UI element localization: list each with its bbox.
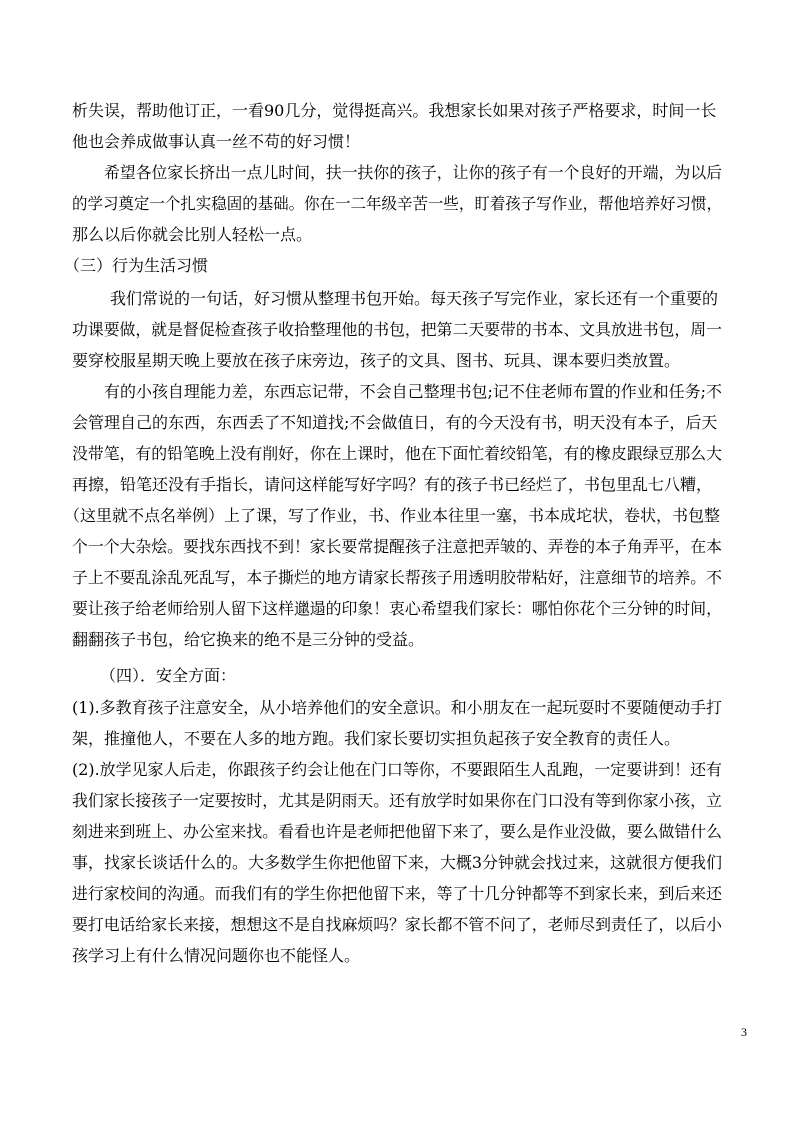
line-text: （三）行为生活习惯 (64, 256, 209, 275)
line-text: 希望各位家长挤出一点儿时间，扶一扶你的孩子，让你的孩子有一个良好的开端，为以后 (104, 163, 723, 182)
line-text: (2).放学见家人后走，你跟孩子约会让他在门口等你，不要跟陌生人乱跑，一定要讲到！还有 (72, 760, 723, 779)
text-line (0, 723, 794, 754)
line-text: 有的小孩自理能力差，东西忘记带，不会自己整理书包;记不住老师布置的作业和任务;不 (104, 382, 722, 401)
line-text: （四）．安全方面： (100, 666, 237, 685)
text-line (0, 469, 794, 500)
line-text: 刻进来到班上、办公室来找。看看也许是老师把他留下来了，要么是作业没做，要么做错什么 (72, 822, 722, 841)
text-line (0, 283, 794, 314)
text-line (0, 847, 794, 878)
line-text: 那么以后你就会比别人轻松一点。 (72, 225, 313, 244)
line-text: 个一个大杂烩。要找东西找不到！家长要常提醒孩子注意把弄皱的、弄卷的本子角弄平，在本 (72, 537, 722, 556)
line-text: 析失误，帮助他订正，一看90几分，觉得挺高兴。我想家长如果对孩子严格要求，时间一长 (72, 101, 717, 120)
text-line (0, 754, 794, 785)
page-number: 3 (741, 1025, 747, 1039)
text-line (0, 126, 794, 157)
text-line (0, 562, 794, 593)
section-heading (0, 250, 794, 281)
text-line (0, 438, 794, 469)
text-line (0, 314, 794, 345)
text-line (0, 624, 794, 655)
line-text: 再擦，铅笔还没有手指长，请问这样能写好字吗？有的孩子书已经烂了，书包里乱七八糟， (72, 475, 713, 494)
section-heading (0, 660, 794, 691)
line-text: 会管理自己的东西，东西丢了不知道找;不会做值日，有的今天没有书，明天没有本子，后天 (72, 413, 718, 432)
line-text: （这里就不点名举例）上了课，写了作业，书、作业本往里一塞，书本成坨状，卷状，书包整 (64, 506, 721, 525)
text-line (0, 219, 794, 250)
text-line (0, 157, 794, 188)
line-text: 我们家长接孩子一定要按时，尤其是阴雨天。还有放学时如果你在门口没有等到你家小孩，立 (72, 791, 722, 810)
text-line (0, 95, 794, 126)
line-text: 他也会养成做事认真一丝不苟的好习惯！ (72, 132, 361, 151)
line-text: 我们常说的一句话，好习惯从整理书包开始。每天孩子写完作业，家长还有一个重要的 (110, 289, 719, 308)
text-line (0, 531, 794, 562)
line-text: 子上不要乱涂乱死乱写，本子撕烂的地方请家长帮孩子用透明胶带粘好，注意细节的培养。不 (72, 568, 722, 587)
line-text: 的学习奠定一个扎实稳固的基础。你在一二年级辛苦一些，盯着孩子写作业，帮他培养好习惯， (72, 194, 722, 213)
line-text: 功课要做，就是督促检查孩子收拾整理他的书包，把第二天要带的书本、文具放进书包，周一 (72, 320, 722, 339)
text-line (0, 188, 794, 219)
line-text: 进行家校间的沟通。而我们有的学生你把他留下来，等了十几分钟都等不到家长来，到后来还 (72, 884, 722, 903)
line-text: 翻翻孩子书包，给它换来的绝不是三分钟的受益。 (72, 630, 425, 649)
text-line (0, 816, 794, 847)
text-line (0, 593, 794, 624)
text-line (0, 345, 794, 376)
text-line (0, 500, 794, 531)
text-line (0, 909, 794, 940)
text-line (0, 407, 794, 438)
line-text: 要打电话给家长来接，想想这不是自找麻烦吗？家长都不管不问了，老师尽到责任了，以后小 (72, 915, 722, 934)
text-line (0, 376, 794, 407)
text-line (0, 692, 794, 723)
line-text: 要让孩子给老师给别人留下这样邋遢的印象！衷心希望我们家长：哪怕你花个三分钟的时间， (72, 599, 722, 618)
line-text: 孩学习上有什么情况问题你也不能怪人。 (72, 946, 361, 965)
text-line (0, 878, 794, 909)
text-line (0, 940, 794, 971)
line-text: 架，推撞他人，不要在人多的地方跑。我们家长要切实担负起孩子安全教育的责任人。 (72, 729, 681, 748)
line-text: 事，找家长谈话什么的。大多数学生你把他留下来，大概3分钟就会找过来，这就很方便我们 (72, 853, 722, 872)
text-line (0, 785, 794, 816)
line-text: 没带笔，有的铅笔晚上没有削好，你在上课时，他在下面忙着绞铅笔，有的橡皮跟绿豆那么大 (72, 444, 722, 463)
line-text: (1).多教育孩子注意安全，从小培养他们的安全意识。和小朋友在一起玩耍时不要随便动手打 (72, 698, 723, 717)
line-text: 要穿校服星期天晚上要放在孩子床旁边，孩子的文具、图书、玩具、课本要归类放置。 (72, 351, 681, 370)
